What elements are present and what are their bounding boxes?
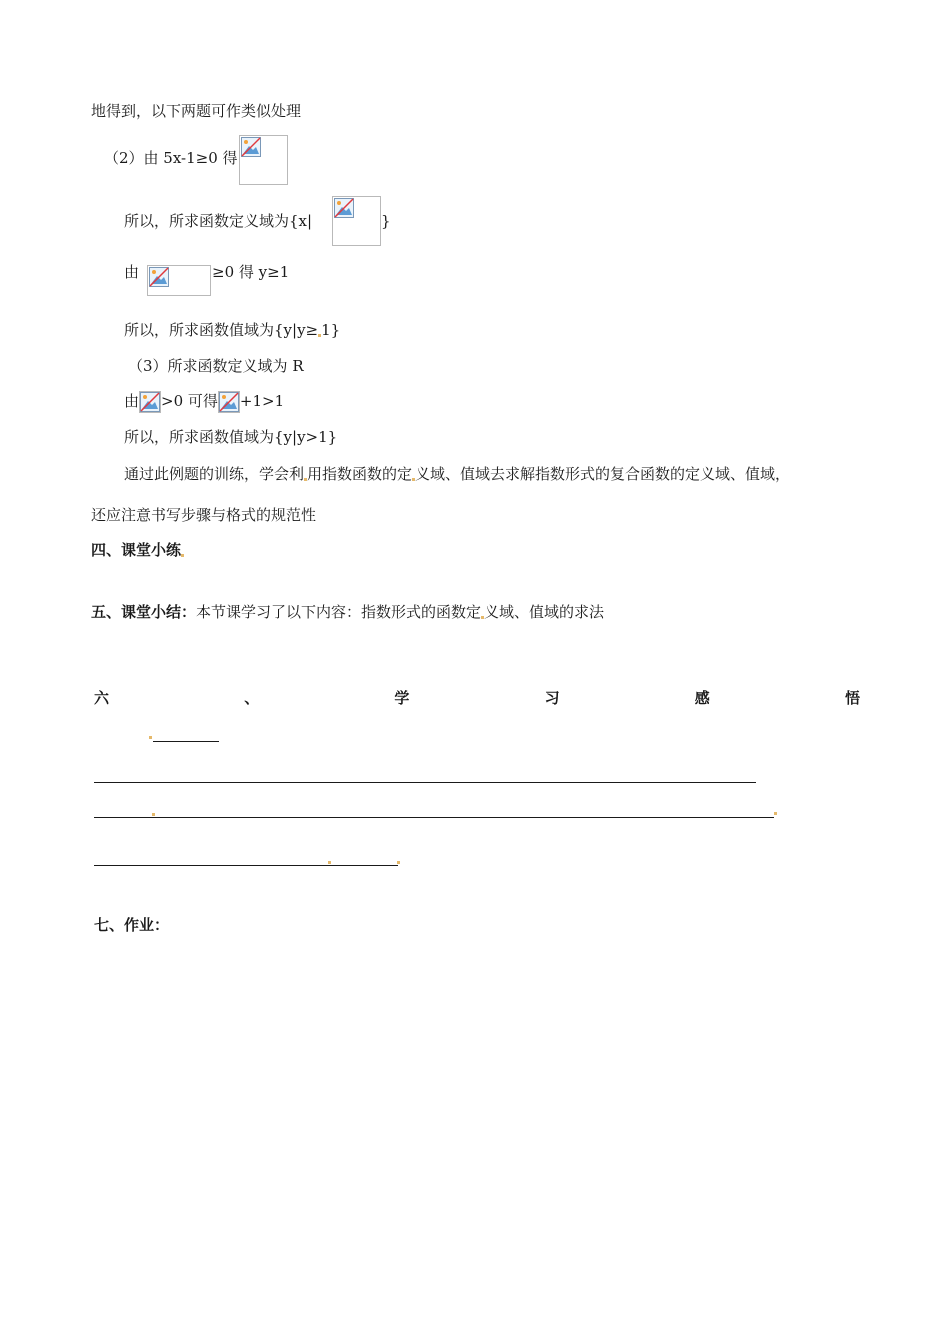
domain-prefix: 所以，所求函数定义域为{x| [124,212,313,230]
answer-line [153,741,219,742]
intro-text: 地得到，以下两题可作类似处理 [91,102,302,120]
range-cond-text: ≥0 得 y≥1 [212,263,290,281]
s6-char: 学 [394,689,410,707]
broken-image-icon [149,267,169,287]
section-7-text: 七、作业： [94,916,170,934]
s6-char: 悟 [844,689,860,707]
broken-image-icon [241,137,261,157]
section-4-text: 四、课堂小练 [91,541,182,559]
formula-image-2 [332,196,381,246]
part-3-cond-line [124,391,284,413]
anchor-mark [181,554,184,557]
broken-image-icon [334,198,354,218]
formula-image-4 [139,391,161,413]
formula-image-1 [239,135,288,185]
answer-line [94,865,398,866]
formula-image-5 [218,391,240,413]
intro-line [91,101,301,121]
range-cond-rest [212,262,289,282]
section-7-heading [94,915,169,935]
anchor-mark [774,812,777,815]
broken-image-icon [219,392,239,412]
answer-line [94,817,774,818]
anchor-mark [149,736,152,739]
part-3-line [128,356,304,376]
anchor-mark [152,813,155,816]
p3-result: 所以，所求函数值域为{y|y>1} [124,428,338,446]
part-2-text: （2）由 5x-1≥0 得 [104,149,238,167]
broken-image-icon [140,392,160,412]
part-2-line [104,148,238,168]
s6-char: 、 [244,689,260,707]
p3-end: +1>1 [239,392,285,410]
section-4-heading [91,540,184,560]
domain-suffix: } [381,212,391,230]
summary-line-2 [91,505,316,525]
formula-image-3 [147,265,211,296]
s6-char: 习 [544,689,560,707]
summary-d: 还应注意书写步骤与格式的规范性 [91,506,317,524]
s6-char: 六 [94,689,110,707]
p3-mid: >0 可得 [161,392,218,410]
summary-c: 义域、值域去求解指数形式的复合函数的定义域、值域， [415,465,791,483]
summary-line-1 [124,464,790,484]
part-3-text: （3）所求函数定义域为 R [128,357,304,375]
p3-from: 由 [124,392,140,410]
range-result-line [124,320,340,340]
section-6-heading [94,688,860,708]
section-5-heading: 五、课堂小结： [91,603,197,621]
part-3-result-line [124,427,337,447]
section-5-line [91,602,604,622]
answer-line [94,782,756,783]
domain-line [124,211,312,231]
range-result-end: 1} [321,321,341,339]
from-text: 由 [124,263,140,281]
section-5-body-a: 本节课学习了以下内容：指数形式的函数定 [196,603,482,621]
anchor-mark [397,861,400,864]
range-cond-line [124,262,139,282]
domain-suffix-line [381,211,391,231]
summary-b: 用指数函数的定 [307,465,413,483]
s6-char: 感 [694,689,710,707]
section-5-body-b: 义域、值域的求法 [484,603,605,621]
summary-a: 通过此例题的训练，学会利 [124,465,305,483]
range-result-text: 所以，所求函数值域为{y|y≥ [124,321,319,339]
anchor-mark [328,861,331,864]
